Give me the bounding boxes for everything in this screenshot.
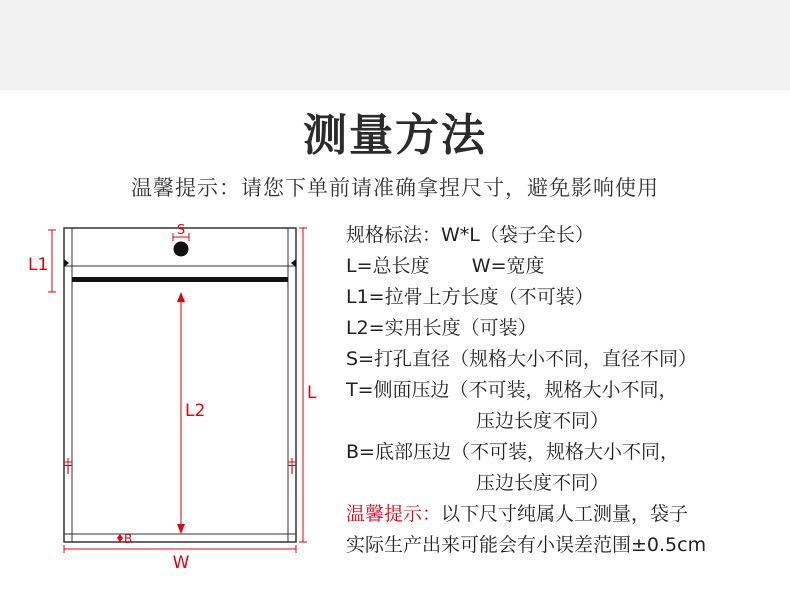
l1-label: L1 [28,255,49,275]
legend-b: B=底部压边（不可装，规格大小不同， [346,441,679,463]
l2-label: L2 [185,401,206,421]
note-prefix: 温馨提示： [346,503,442,525]
legend-total-length: L=总长度 W=宽度 [346,255,545,277]
hang-hole [174,242,189,257]
l2-arrow-top [177,292,185,302]
t-right-label: T [288,463,296,477]
s-label: S [176,223,186,238]
t-left-label: T [64,463,72,477]
l-label: L [307,383,317,403]
legend-note-cont: 实际生产出来可能会有小误差范围±0.5cm [346,534,707,556]
w-label: W [172,553,190,573]
zipper [72,277,288,282]
legend-t-cont: 压边长度不同） [476,410,610,432]
legend-b-cont: 压边长度不同） [476,472,610,494]
page-title: 测量方法 [303,110,487,161]
legend-t: T=侧面压边（不可装，规格大小不同， [346,379,678,401]
b-marker [117,534,123,542]
page-subtitle: 温馨提示：请您下单前请准确拿捏尺寸，避免影响使用 [131,176,659,200]
legend-note [346,499,786,530]
l2-arrow-bottom [177,524,185,534]
legend-spec-format: 规格标法：W*L（袋子全长） [346,224,594,246]
legend [346,220,786,561]
legend-l2: L2=实用长度（可装） [346,317,537,339]
legend-s: S=打孔直径（规格大小不同，直径不同） [346,348,697,370]
bag-outline [64,228,296,542]
legend-l1: L1=拉骨上方长度（不可装） [346,286,594,308]
b-label: B [124,532,133,546]
note-text: 以下尺寸纯属人工测量，袋子 [441,503,689,525]
